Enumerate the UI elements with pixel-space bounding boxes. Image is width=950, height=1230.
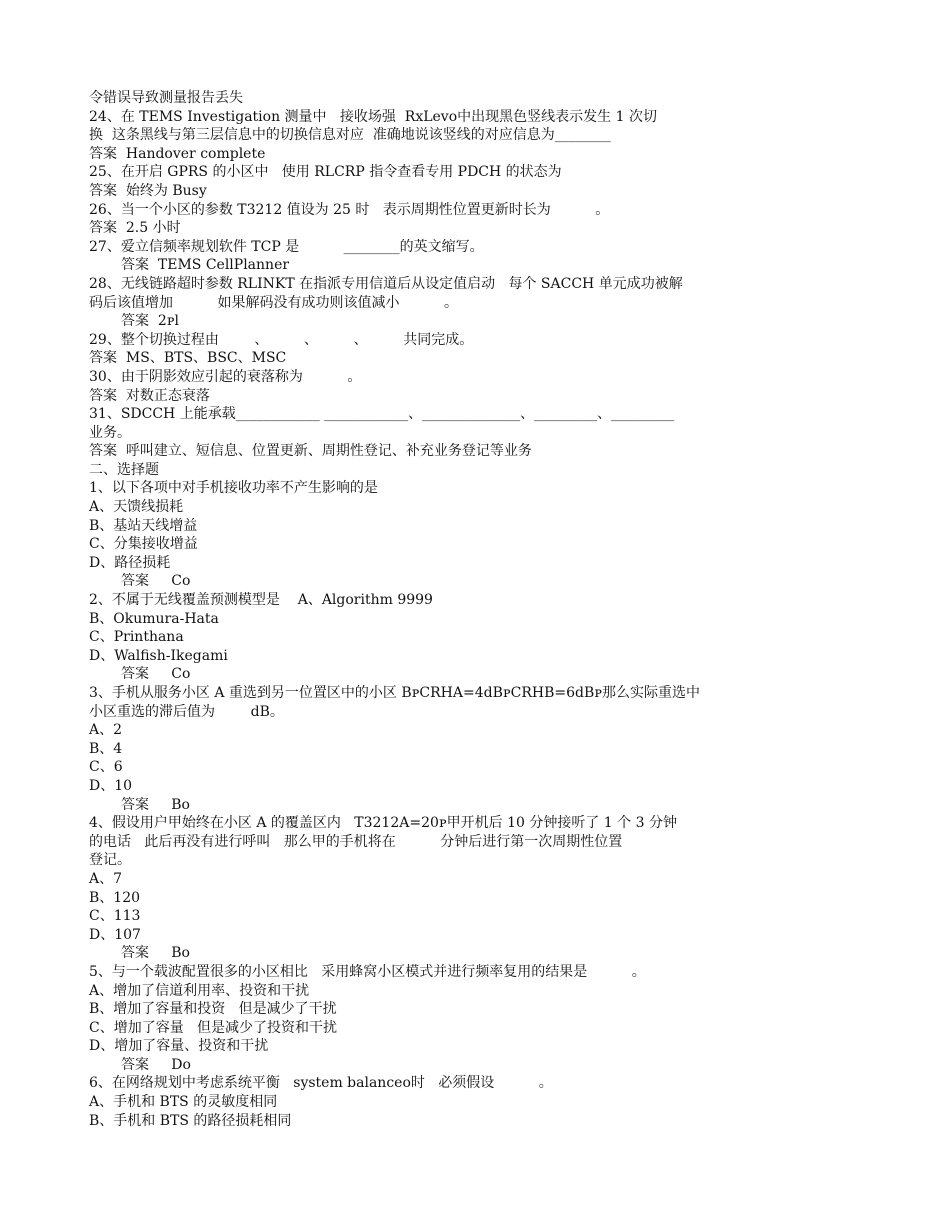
text-line: 30、由于阴影效应引起的衰落称为 。 bbox=[89, 368, 362, 385]
document-page bbox=[89, 89, 849, 1130]
text-line: 业务。 bbox=[89, 424, 131, 441]
text-line: 1、以下各项中对手机接收功率不产生影响的是 bbox=[89, 480, 378, 497]
text-line: 3、手机从服务小区 A 重选到另一位置区中的小区 BᴘCRHA=4dBᴘCRHB=6dBᴘ那么实际重选中 bbox=[89, 685, 700, 701]
text-line: 答案 Bo bbox=[121, 945, 190, 962]
text-line: D、107 bbox=[89, 926, 141, 943]
text-line: A、手机和 BTS 的灵敏度相同 bbox=[89, 1094, 278, 1111]
text-line: 29、整个切换过程由 、 、 、 共同完成。 bbox=[89, 331, 474, 348]
text-line: D、10 bbox=[89, 777, 133, 794]
text-line: B、基站天线增益 bbox=[89, 517, 198, 534]
text-line: B、4 bbox=[89, 740, 123, 757]
text-line: 25、在开启 GPRS 的小区中 使用 RLCRP 指令查看专用 PDCH 的状态为 bbox=[89, 164, 562, 181]
text-line: 换 这条黑线与第三层信息中的切换信息对应 准确地说该竖线的对应信息为________ bbox=[89, 127, 611, 144]
text-line: 答案 MS、BTS、BSC、MSC bbox=[89, 350, 287, 367]
text-line: 二、选择题 bbox=[89, 461, 159, 478]
text-line: C、Printhana bbox=[89, 629, 184, 646]
text-line: A、7 bbox=[89, 870, 123, 887]
text-line: B、120 bbox=[89, 889, 141, 906]
text-line: 答案 Do bbox=[121, 1056, 191, 1073]
text-line: B、Okumura-Hata bbox=[89, 610, 219, 627]
text-line: 答案 对数正态衰落 bbox=[89, 387, 210, 404]
text-line: A、天馈线损耗 bbox=[89, 499, 184, 516]
text-line: 28、无线链路超时参数 RLINKT 在指派专用信道后从设定值启动 每个 SACCH 单元成功被解 bbox=[89, 275, 683, 292]
text-line: 答案 Handover complete bbox=[89, 145, 266, 162]
text-line: A、2 bbox=[89, 722, 123, 739]
text-line: D、Walfish-Ikegami bbox=[89, 647, 228, 664]
text-line: C、增加了容量 但是减少了投资和干扰 bbox=[89, 1019, 338, 1036]
text-line: 答案 Bo bbox=[121, 796, 190, 813]
text-line: 登记。 bbox=[89, 852, 131, 869]
text-line: 31、SDCCH 上能承载____________ ____________、______________、_________、_________ bbox=[89, 406, 675, 423]
text-line: 答案 Co bbox=[121, 573, 191, 590]
text-line: 答案 2.5 小时 bbox=[89, 220, 181, 237]
text-line: 6、在网络规划中考虑系统平衡 system balanceo时 必须假设 。 bbox=[89, 1075, 553, 1092]
text-line: 令错误导致测量报告丢失 bbox=[89, 90, 243, 106]
text-line: 答案 2ᴘl bbox=[121, 313, 180, 330]
text-line: C、分集接收增益 bbox=[89, 536, 198, 553]
text-line: 码后该值增加 如果解码没有成功则该值减小 。 bbox=[89, 294, 459, 311]
text-line: 答案 始终为 Busy bbox=[89, 182, 207, 199]
text-line: 答案 TEMS CellPlanner bbox=[121, 257, 290, 274]
text-line: B、手机和 BTS 的路径损耗相同 bbox=[89, 1112, 292, 1129]
text-line: 24、在 TEMS Investigation 测量中 接收场强 RxLevo中出现黑色竖线表示发生 1 次切 bbox=[89, 108, 657, 125]
text-line: C、113 bbox=[89, 908, 141, 925]
text-line: 小区重选的滞后值为 dB。 bbox=[89, 703, 284, 720]
text-line: 的电话 此后再没有进行呼叫 那么甲的手机将在 分钟后进行第一次周期性位置 bbox=[89, 833, 623, 850]
text-line: 27、爱立信频率规划软件 TCP 是 ________的英文缩写。 bbox=[89, 238, 484, 255]
text-line: B、增加了容量和投资 但是减少了干扰 bbox=[89, 1001, 337, 1018]
text-line: D、增加了容量、投资和干扰 bbox=[89, 1038, 269, 1055]
text-line: A、增加了信道利用率、投资和干扰 bbox=[89, 982, 310, 999]
text-line: 26、当一个小区的参数 T3212 值设为 25 时 表示周期性位置更新时长为 。 bbox=[89, 201, 610, 218]
text-line: C、6 bbox=[89, 759, 123, 776]
text-line: 5、与一个载波配置很多的小区相比 采用蜂窝小区模式并进行频率复用的结果是 。 bbox=[89, 963, 646, 980]
text-line: 4、假设用户甲始终在小区 A 的覆盖区内 T3212A=20ᴘ甲开机后 10 分钟接听了 1 个 3 分钟 bbox=[89, 815, 677, 832]
text-line: 答案 呼叫建立、短信息、位置更新、周期性登记、补充业务登记等业务 bbox=[89, 443, 532, 460]
text-line: 答案 Co bbox=[121, 666, 191, 683]
text-line: D、路径损耗 bbox=[89, 554, 171, 571]
text-line: 2、不属于无线覆盖预测模型是 A、Algorithm 9999 bbox=[89, 592, 433, 609]
